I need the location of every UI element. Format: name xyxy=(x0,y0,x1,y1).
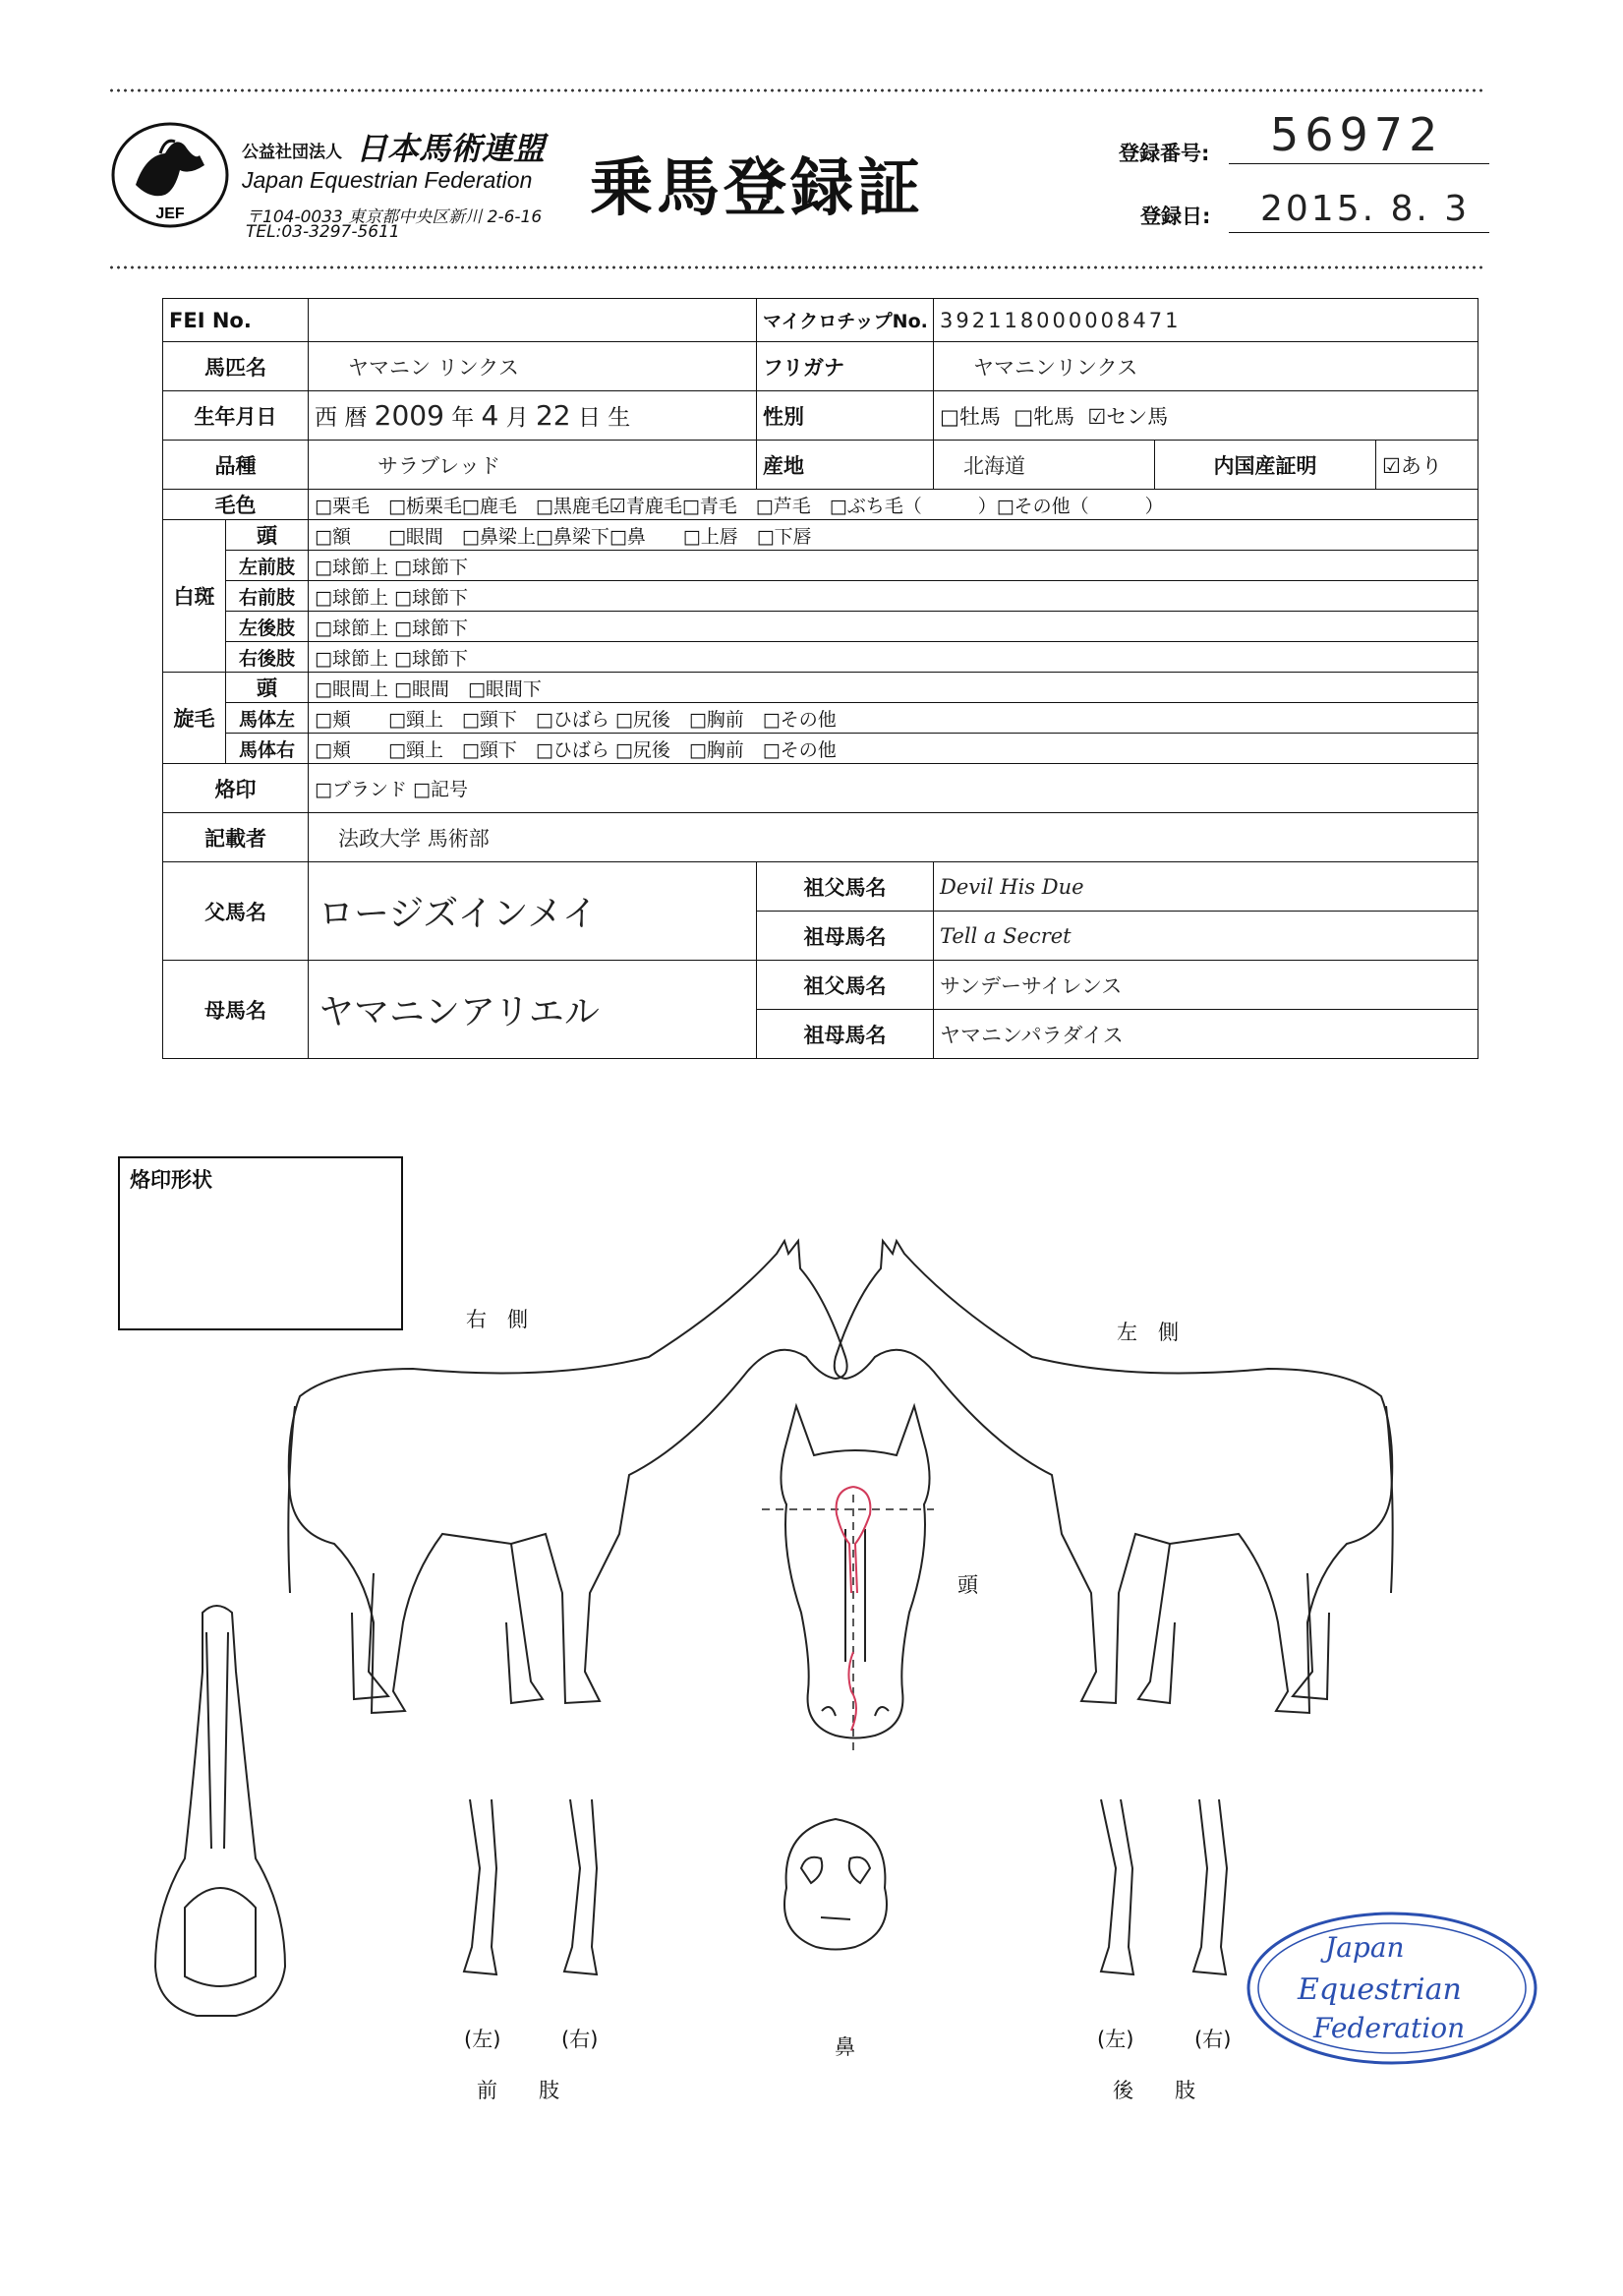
white-label: 白斑 xyxy=(163,520,226,673)
birth-month: 4 xyxy=(481,399,499,432)
reg-date-label: 登録日: xyxy=(1140,205,1211,228)
birth-nichi: 日 xyxy=(577,405,601,431)
sex-label: 性別 xyxy=(757,391,934,441)
white-opts-rh[interactable]: □球節上 □球節下 xyxy=(309,642,1478,673)
sire-label: 父馬名 xyxy=(163,862,309,961)
whorl-part-head: 頭 xyxy=(226,673,309,703)
front-limbs xyxy=(464,1799,597,1974)
left-side-label: 左 側 xyxy=(1117,1321,1179,1344)
front-right-label: (右) xyxy=(561,2028,599,2051)
fei-label: FEI No. xyxy=(163,299,309,342)
stamp-line1: Japan xyxy=(1325,1931,1405,1964)
birth-day: 22 xyxy=(535,399,571,432)
doc-title: 乗馬登録証 xyxy=(590,152,924,225)
dam-gdam-value: ヤマニンパラダイス xyxy=(934,1010,1478,1059)
sex-option-mare[interactable]: □牝馬 xyxy=(1014,404,1075,429)
breed-value: サラブレッド xyxy=(309,441,757,490)
org-name-jp: 日本馬術連盟 xyxy=(356,130,546,167)
writer-label: 記載者 xyxy=(163,813,309,862)
white-part-lh: 左後肢 xyxy=(226,612,309,642)
color-label: 毛色 xyxy=(163,490,309,520)
dam-gsire-label: 祖父馬名 xyxy=(757,961,934,1010)
dam-value: ヤマニンアリエル xyxy=(309,961,757,1059)
birth-tsuki: 月 xyxy=(505,405,529,431)
horse-rear-view xyxy=(155,1606,285,2016)
birth-label: 生年月日 xyxy=(163,391,309,441)
whorl-label: 旋毛 xyxy=(163,673,226,764)
domestic-label: 内国産証明 xyxy=(1155,441,1376,490)
whorl-part-right: 馬体右 xyxy=(226,734,309,764)
nose-label: 鼻 xyxy=(835,2035,855,2059)
hind-limbs xyxy=(1101,1799,1227,1974)
org-address: 〒104-0033 東京都中央区新川 2-6-16 xyxy=(246,207,543,227)
org-name-en: Japan Equestrian Federation xyxy=(242,167,533,193)
white-opts-lf[interactable]: □球節上 □球節下 xyxy=(309,551,1478,581)
front-limbs-label: 前 肢 xyxy=(477,2079,559,2102)
brand-label: 烙印 xyxy=(163,764,309,813)
front-left-label: (左) xyxy=(464,2028,501,2051)
head-front-view xyxy=(762,1406,934,1750)
sex-option-gelding[interactable]: ☑セン馬 xyxy=(1087,404,1169,429)
dam-gdam-label: 祖母馬名 xyxy=(757,1010,934,1059)
white-part-lf: 左前肢 xyxy=(226,551,309,581)
writer-value: 法政大学 馬術部 xyxy=(309,813,1478,862)
name-label: 馬匹名 xyxy=(163,342,309,391)
white-opts-rf[interactable]: □球節上 □球節下 xyxy=(309,581,1478,612)
head-label: 頭 xyxy=(957,1573,978,1597)
reg-no-label: 登録番号: xyxy=(1119,142,1210,165)
white-opts-head[interactable]: □額 □眼間 □鼻梁上□鼻梁下□鼻 □上唇 □下唇 xyxy=(309,520,1478,551)
origin-value: 北海道 xyxy=(934,441,1155,490)
microchip-label: マイクロチップNo. xyxy=(757,299,934,342)
whorl-part-left: 馬体左 xyxy=(226,703,309,734)
furigana-value: ヤマニンリンクス xyxy=(934,342,1478,391)
furigana-label: フリガナ xyxy=(757,342,934,391)
jef-stamp xyxy=(1248,1913,1536,2063)
reg-date-value: 2015. 8. 3 xyxy=(1260,189,1471,229)
left-side-horse xyxy=(835,1241,1393,1713)
sire-gdam-value: Tell a Secret xyxy=(934,912,1478,961)
right-side-horse xyxy=(288,1241,846,1713)
brand-shape-label: 烙印形状 xyxy=(130,1168,212,1192)
hind-left-label: (左) xyxy=(1097,2028,1134,2051)
nose-view xyxy=(784,1819,887,1950)
reg-no-value: 56972 xyxy=(1270,108,1444,161)
white-opts-lh[interactable]: □球節上 □球節下 xyxy=(309,612,1478,642)
whorl-opts-left[interactable]: □頬 □頸上 □頸下 □ひばら □尻後 □胸前 □その他 xyxy=(309,703,1478,734)
microchip-value: 392118000008471 xyxy=(934,299,1478,342)
hind-limbs-label: 後 肢 xyxy=(1113,2079,1195,2102)
whorl-opts-head[interactable]: □眼間上 □眼間 □眼間下 xyxy=(309,673,1478,703)
birth-nen: 年 xyxy=(451,405,475,431)
dam-label: 母馬名 xyxy=(163,961,309,1059)
org-prefix: 公益社団法人 xyxy=(242,143,342,162)
birth-seireki: 西 暦 xyxy=(315,405,368,431)
logo-text: JEF xyxy=(155,206,185,222)
sex-option-stallion[interactable]: □牡馬 xyxy=(940,404,1001,429)
breed-label: 品種 xyxy=(163,441,309,490)
white-part-rh: 右後肢 xyxy=(226,642,309,673)
sire-value: ロージズインメイ xyxy=(309,862,757,961)
sire-gsire-label: 祖父馬名 xyxy=(757,862,934,912)
white-part-rf: 右前肢 xyxy=(226,581,309,612)
white-part-head: 頭 xyxy=(226,520,309,551)
dam-gsire-value: サンデーサイレンス xyxy=(934,961,1478,1010)
right-side-label: 右 側 xyxy=(466,1308,528,1331)
color-options[interactable]: □栗毛 □栃栗毛□鹿毛 □黒鹿毛☑青鹿毛□青毛 □芦毛 □ぶち毛（ ）□その他（ ） xyxy=(309,490,1478,520)
brand-opts[interactable]: □ブランド □記号 xyxy=(309,764,1478,813)
stamp-line2: Equestrian xyxy=(1298,1972,1462,2007)
name-value: ヤマニン リンクス xyxy=(309,342,757,391)
birth-sei: 生 xyxy=(608,405,631,431)
sire-gsire-value: Devil His Due xyxy=(934,862,1478,912)
sire-gdam-label: 祖母馬名 xyxy=(757,912,934,961)
hind-right-label: (右) xyxy=(1194,2028,1232,2051)
stamp-line3: Federation xyxy=(1313,2012,1466,2044)
domestic-value[interactable]: ☑あり xyxy=(1376,441,1478,490)
birth-year: 2009 xyxy=(374,399,444,432)
org-tel: TEL:03-3297-5611 xyxy=(246,222,400,242)
origin-label: 産地 xyxy=(757,441,934,490)
whorl-opts-right[interactable]: □頬 □頸上 □頸下 □ひばら □尻後 □胸前 □その他 xyxy=(309,734,1478,764)
